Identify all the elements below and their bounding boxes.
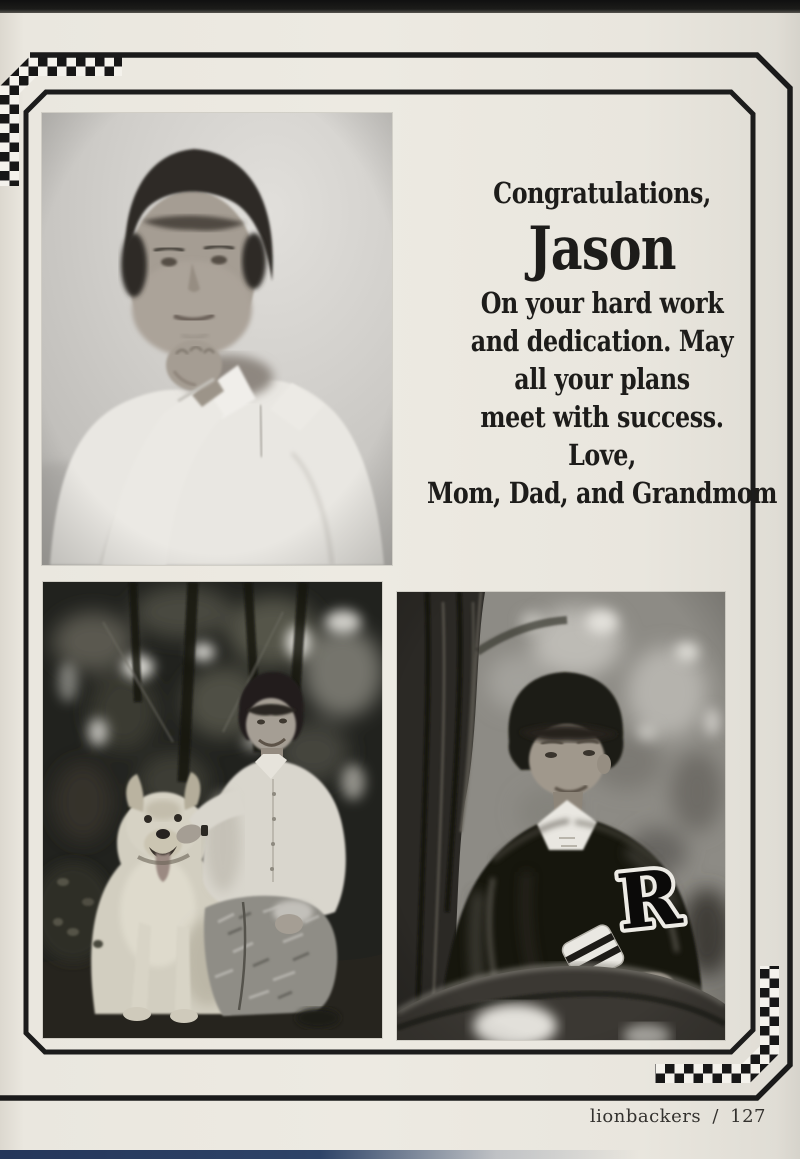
acid-wash-jeans <box>204 896 337 1016</box>
scan-bottom-edge <box>0 1150 800 1159</box>
message-line: and dedication. May <box>470 324 734 358</box>
message-line: all your plans <box>514 362 690 396</box>
portrait-photo <box>42 113 392 565</box>
tribute-text <box>426 176 779 512</box>
recipient-name: Jason <box>528 214 676 284</box>
dog-photo <box>43 582 382 1038</box>
letterman-photo <box>397 592 725 1040</box>
tribute-message <box>426 284 779 512</box>
message-line: On your hard work <box>480 286 724 320</box>
footer-separator: / <box>712 1106 719 1127</box>
footer-page-number: 127 <box>730 1106 766 1127</box>
wristwatch <box>201 825 208 836</box>
message-line: meet with success. <box>480 400 724 434</box>
page-footer <box>590 1106 766 1127</box>
footer-section-name: lionbackers <box>589 1106 702 1127</box>
greeting-line: Congratulations, <box>493 176 711 210</box>
closing-line: Love, <box>568 438 636 472</box>
signature-line: Mom, Dad, and Grandmom <box>426 476 778 510</box>
